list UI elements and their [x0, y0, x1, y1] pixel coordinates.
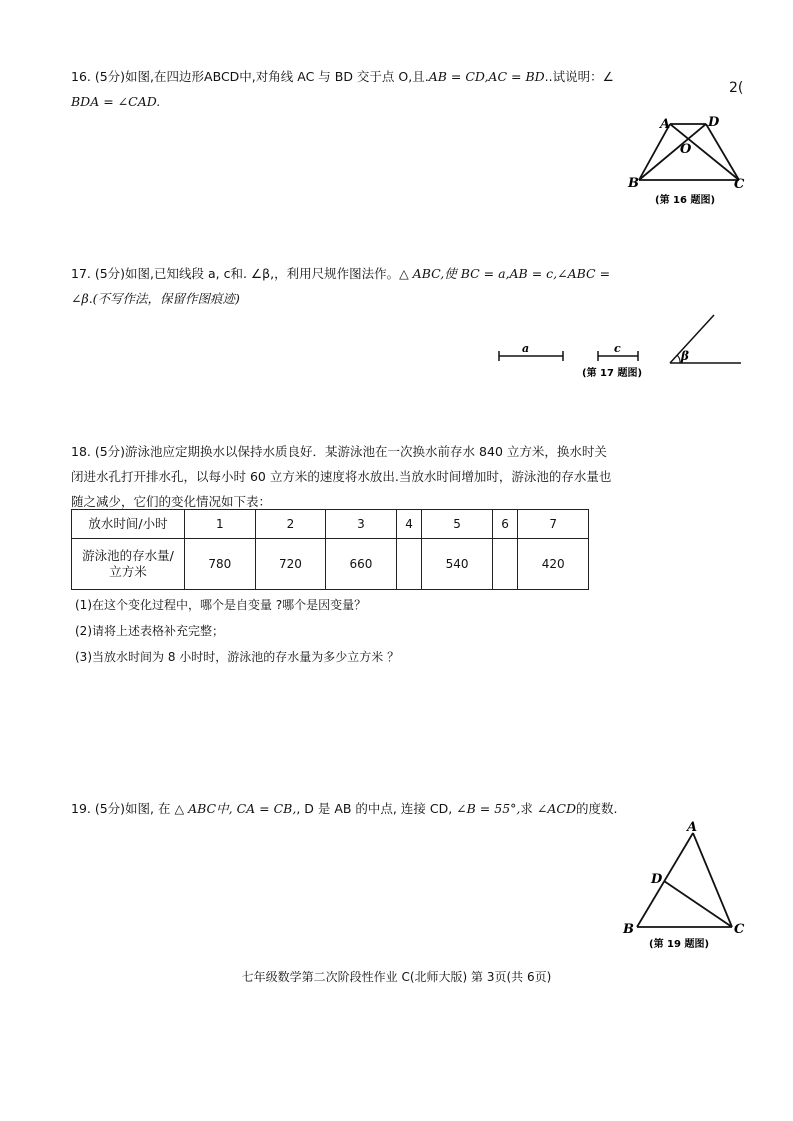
q19-condition: CA = CB,: [236, 801, 297, 816]
q18-sub3: (3)当放水时间为 8 小时时，游泳池的存水量为多少立方米 ？: [75, 650, 400, 664]
q16-text: 16. (5分)如图,在四边形ABCD中,对角线 AC 与 BD 交于点 O,且.: [71, 69, 429, 84]
figure-17: [490, 310, 750, 382]
fig19-label-a: A: [687, 820, 698, 835]
q18-sub1: (1)在这个变化过程中，哪个是自变量 ?哪个是因变量？: [75, 598, 367, 612]
q19-triangle: △ ABC中,: [174, 801, 233, 816]
q19-text-end: 的度数.: [575, 801, 618, 816]
fig16-label-o: O: [680, 142, 692, 157]
q19-angle: ∠B = 55°,: [456, 801, 521, 816]
table-cell: 7: [518, 510, 589, 539]
q18-subquestions: [75, 592, 635, 670]
fig17-label-a: a: [522, 342, 530, 355]
q19-text-ask: 求: [520, 801, 533, 816]
q17-text-line2: ∠β.(不写作法，保留作图痕迹): [71, 291, 240, 306]
fig16-label-c: C: [734, 177, 745, 192]
q19-text: 19. (5分)如图, 在: [71, 801, 171, 816]
q16-condition: AB = CD,AC = BD: [428, 69, 545, 84]
table-cell-blank: [396, 539, 422, 590]
fig17-label-c: c: [614, 342, 621, 355]
fig19-label-d: D: [651, 872, 663, 887]
table-header-time: 放水时间/小时: [72, 510, 185, 539]
table-cell: 3: [326, 510, 397, 539]
fig19-label-b: B: [623, 922, 634, 937]
table-cell: 720: [255, 539, 326, 590]
table-cell-blank: [492, 539, 518, 590]
table-cell: 5: [422, 510, 493, 539]
table-header-volume: [72, 539, 185, 590]
q18-line2: 闭进水孔打开排水孔，以每小时 60 立方米的速度将水放出.当放水时间增加时，游泳池的存水量也: [71, 469, 612, 484]
corner-mark: 2(: [729, 80, 744, 96]
table-cell: 6: [492, 510, 518, 539]
fig16-label-a: A: [660, 117, 671, 132]
table-row: [72, 510, 589, 539]
q18-line1: 18. (5分)游泳池应定期换水以保持水质良好．某游泳池在一次换水前存水 840 立方米，换水时关: [71, 444, 607, 459]
q18-table: [71, 509, 589, 590]
table-row: [72, 539, 589, 590]
q18-sub2: (2)请将上述表格补充完整；: [75, 624, 224, 638]
header-volume-line2: 立方米: [109, 564, 147, 579]
q16-text-line2: BDA = ∠CAD.: [71, 94, 161, 109]
question-16: [71, 64, 651, 114]
question-17: [71, 261, 631, 311]
q19-target: ∠ACD: [536, 801, 576, 816]
table-cell: 2: [255, 510, 326, 539]
figure-16: [620, 108, 750, 213]
q17-text: 17. (5分)如图,已知线段 a, c和. ∠β,，利用尺规作图法作。: [71, 266, 400, 281]
question-18: [71, 439, 651, 514]
table-cell: 4: [396, 510, 422, 539]
table-cell: 1: [185, 510, 256, 539]
q19-text-mid: , D 是 AB 的中点, 连接 CD,: [296, 801, 453, 816]
q18-line3: 随之减少，它们的变化情况如下表：: [71, 494, 272, 509]
q17-condition: △ ABC,使 BC = a,AB = c,∠ABC =: [399, 266, 611, 281]
fig16-label-d: D: [708, 115, 720, 130]
header-volume-line1: 游泳池的存水量/: [82, 548, 174, 563]
figure-19: [615, 815, 750, 955]
question-19: [71, 796, 671, 821]
fig17-caption: (第 17 题图): [582, 368, 643, 379]
table-cell: 660: [326, 539, 397, 590]
table-cell: 420: [518, 539, 589, 590]
fig17-label-beta: β: [681, 349, 689, 363]
q16-text-tail: ..试说明：∠: [544, 69, 614, 84]
table-cell: 780: [185, 539, 256, 590]
table-cell: 540: [422, 539, 493, 590]
fig19-caption: (第 19 题图): [649, 939, 710, 950]
page-footer: 七年级数学第二次阶段性作业 C(北师大版) 第 3页(共 6页): [241, 970, 552, 984]
fig16-label-b: B: [628, 176, 639, 191]
fig19-label-c: C: [734, 922, 745, 937]
fig16-caption: (第 16 题图): [655, 195, 716, 206]
